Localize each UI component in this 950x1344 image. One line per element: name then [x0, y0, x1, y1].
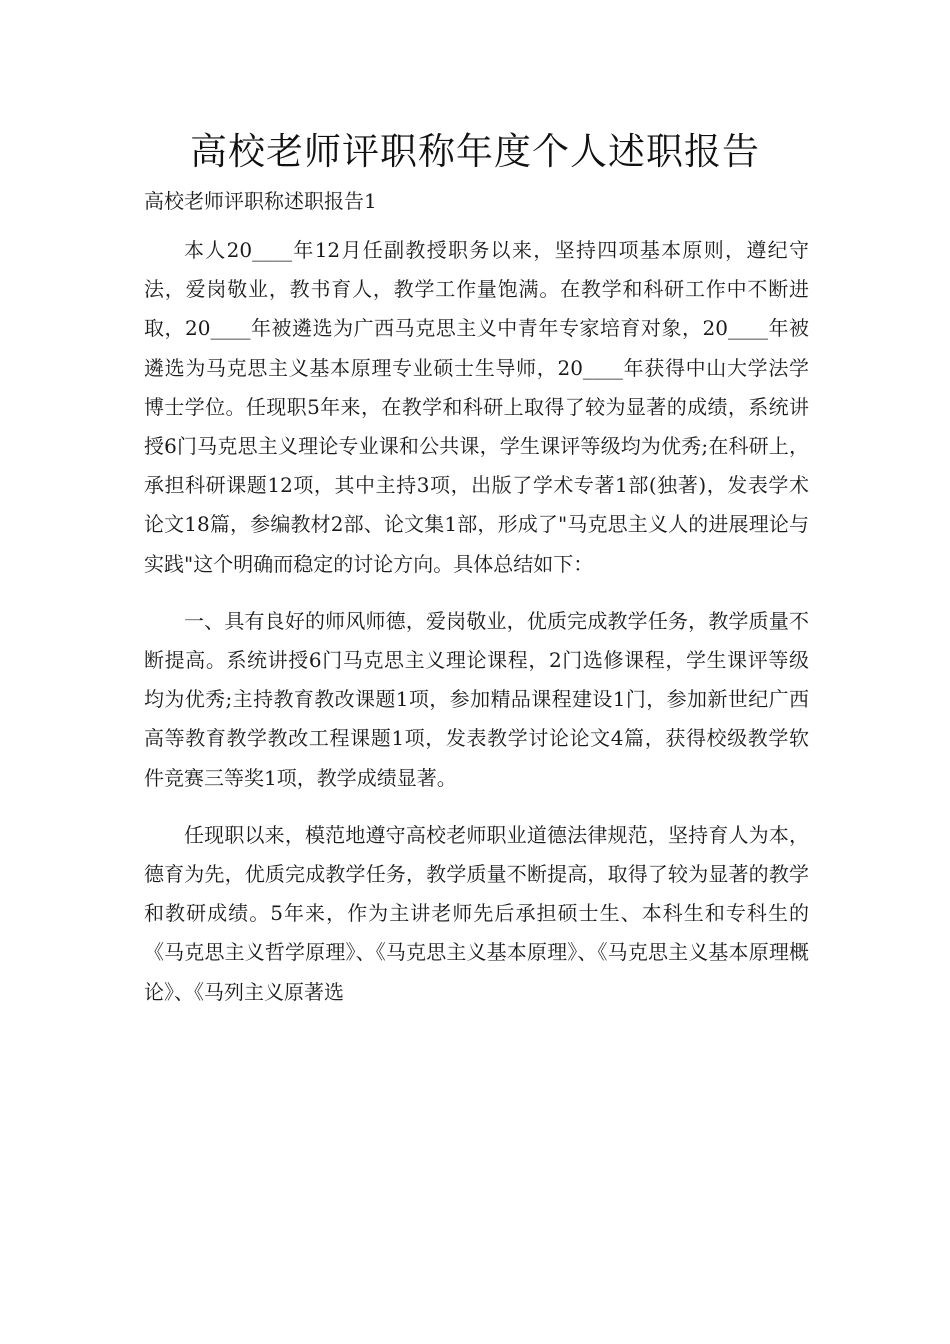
document-title: 高校老师评职称年度个人述职报告 [190, 130, 760, 173]
paragraph-teaching: 任现职以来，模范地遵守高校老师职业道德法律规范，坚持育人为本，德育为先，优质完成教学任务，教学质量不断提高，取得了较为显著的教学和教研成绩。5年来，作为主讲老师先后承担硕士生、本科生和专科生的《马克思主义哲学原理》、《马克思主义基本原理》、《马克思主义基本原理概论》、《马列主义原著选 [144, 822, 809, 1004]
document-body [144, 231, 809, 1030]
section-heading: 高校老师评职称述职报告1 [144, 189, 377, 213]
paragraph-section-one: 一、具有良好的师风师德，爱岗敬业，优质完成教学任务，教学质量不断提高。系统讲授6门马克思主义理论课程，2门选修课程，学生课评等级均为优秀;主持教育教改课题1项，参加精品课程建设1门，参加新世纪广西高等教育教学教改工程课题1项，发表教学讨论论文4篇，获得校级教学软件竞赛三等奖1项，教学成绩显著。 [144, 608, 809, 790]
paragraph-intro: 本人20____年12月任副教授职务以来，坚持四项基本原则，遵纪守法，爱岗敬业，教书育人，教学工作量饱满。在教学和科研工作中不断进取，20____年被遴选为广西马克思主义中青年专家培育对象，20____年被遴选为马克思主义基本原理专业硕士生导师，20____年获得中山大学法学博士学位。任现职5年来，在教学和科研上取得了较为显著的成绩，系统讲授6门马克思主义理论专业课和公共课，学生课评等级均为优秀;在科研上，承担科研课题12项，其中主持3项，出版了学术专著1部(独著)，发表学术论文18篇，参编教材2部、论文集1部，形成了"马克思主义人的进展理论与实践"这个明确而稳定的讨论方向。具体总结如下： [144, 238, 809, 576]
